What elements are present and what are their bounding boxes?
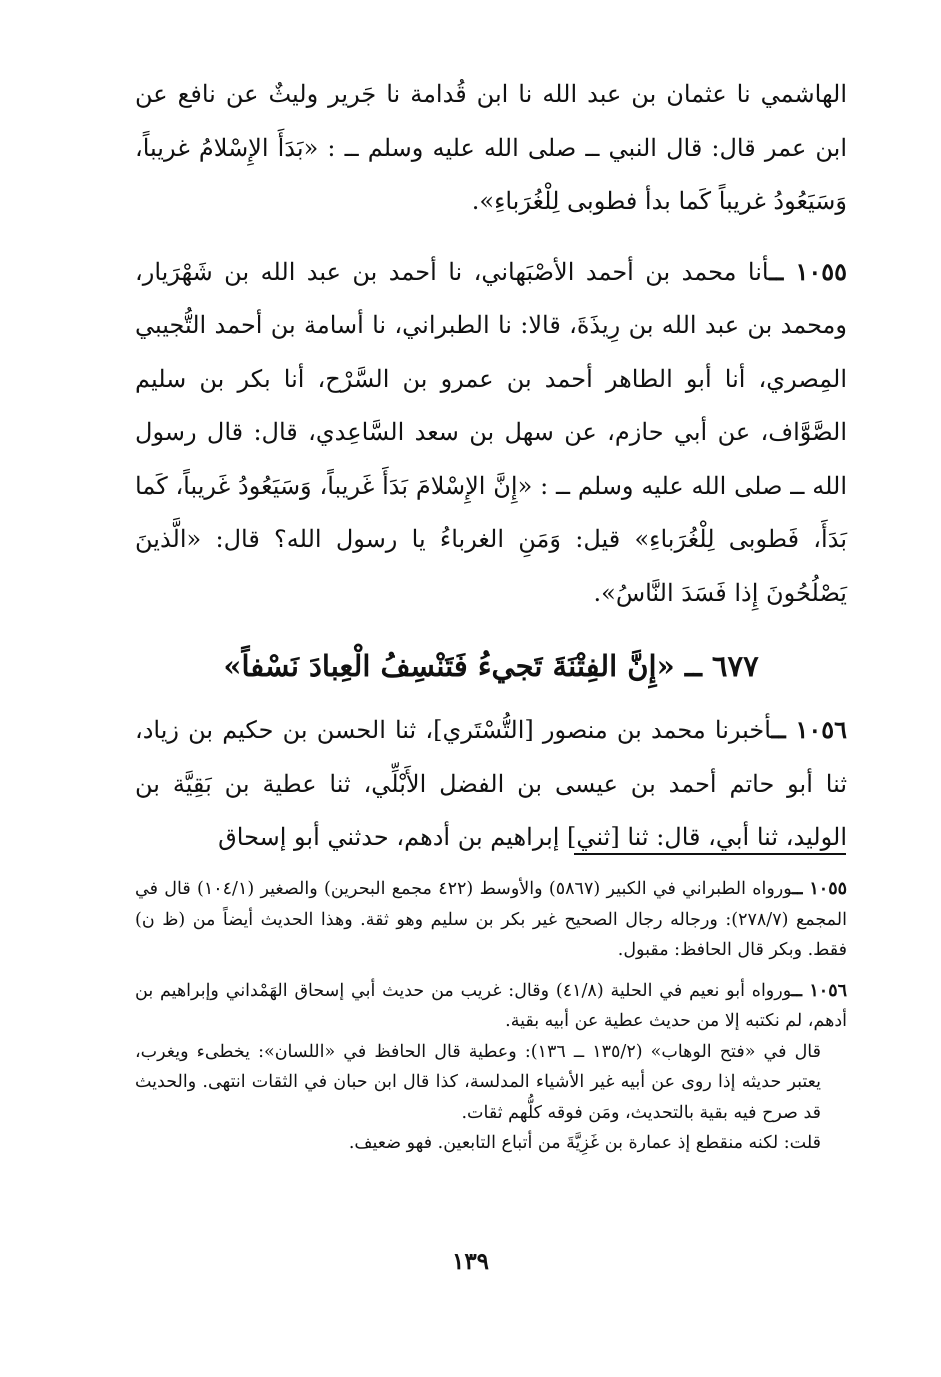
footnote-number: ١٠٥٦ ــ xyxy=(791,980,847,1001)
footnote-text: قلت: لكنه منقطع إذ عمارة بن غَزِيَّةَ من أتباع التابعين. فهو ضعيف. xyxy=(348,1133,821,1153)
page-body xyxy=(135,68,847,865)
paragraph-text: الهاشمي نا عثمان بن عبد الله نا ابن قُدامة نا جَرير وليثٌ عن نافع عن ابن عمر قال: قال النبي ــ صلى الله عليه وسلم ــ : «بَدَأَ الإِسْلامُ غريباً، وَسَيَعُودُ غريباً كَما بدأ فطوبى لِلْغُرَباءِ». xyxy=(135,80,847,215)
footnote-text: قال في «فتح الوهاب» (١٣٥/٢ ــ ١٣٦): وعطية قال الحافظ في «اللسان»: يخطىء ويغرب، يعتبر حديثه إذا روى عن أبيه غير الأشياء المدلسة، كذا قال ابن حبان في الثقات انتهى. والحديث قد صرح فيه بقية بالتحديث، ومَن فوقه كلُّهم ثقات. xyxy=(135,1041,821,1123)
footnote-number: ١٠٥٥ ــ xyxy=(792,879,847,899)
footnote-1055 xyxy=(135,874,847,966)
footnote-text: ورواه أبو نعيم في الحلية (٤١/٨) وقال: غريب من حديث أبي إسحاق الهَمْداني وإبراهيم بن أدهم، لم نكتبه إلا من حديث عطية عن أبيه بقية. xyxy=(135,980,847,1031)
paragraph-text: أنا محمد بن أحمد الأصْبَهاني، نا أحمد بن عبد الله بن شَهْرَيار، ومحمد بن عبد الله بن رِيذَةَ، قالا: نا الطبراني، نا أسامة بن أحمد التُّجيبي المِصري، أنا أبو الطاهر أحمد بن عمرو بن السَّرْح، أنا بكر بن سليم الصَّوَّاف، عن أبي حازم، عن سهل بن سعد السَّاعِدي، قال: قال رسول الله ــ صلى الله عليه وسلم ــ : «إِنَّ الإِسْلامَ بَدَأَ غَريباً، وَسَيَعُودُ غَريباً، كَما بَدَأَ، فَطوبى لِلْغُرَباءِ» قيل: وَمَنِ الغرباءُ يا رسول الله؟ قال: «الَّذينَ يَصْلُحُونَ إِذا فَسَدَ النَّاسُ». xyxy=(135,257,848,607)
footnote-text: ورواه الطبراني في الكبير (٥٨٦٧) والأوسط (٤٢٢ مجمع البحرين) والصغير (١٠٤/١) قال في المجمع (٢٧٨/٧): ورجاله رجال الصحيح غير بكر بن سليم وهو ثقة. وهذا الحديث أيضاً من (ظ ن) فقط. وبكر قال الحافظ: مقبول. xyxy=(135,879,847,960)
footnotes xyxy=(135,874,847,1159)
hadith-number: ١٠٥٥ ــ xyxy=(769,256,848,286)
footnote-1056-continuation xyxy=(135,1037,847,1129)
footnote-divider xyxy=(574,853,846,855)
paragraph-hadith-1055 xyxy=(135,245,847,621)
page-number: ١٣٩ xyxy=(451,1248,490,1275)
paragraph-text: أخبرنا محمد بن منصور [التُّسْتَري]، ثنا الحسن بن حكيم بن زياد، ثنا أبو حاتم أحمد بن عيسى بن الفضل الأَبْلِّي، ثنا عطية بن بَقِيَّة بن الوليد، ثنا أبي، قال: ثنا [ثني] إبراهيم بن أدهم، حدثني أبو إسحاق xyxy=(135,716,848,851)
footnote-1056-remark xyxy=(135,1128,847,1159)
section-heading: ٦٧٧ ــ «إِنَّ الفِتْنَةَ تَجيءُ فَتَنْسِفُ الْعِبادَ نَسْفاً» xyxy=(223,649,759,683)
paragraph-hadith-1056 xyxy=(135,703,847,865)
hadith-number: ١٠٥٦ ــ xyxy=(771,715,848,744)
footnote-1056 xyxy=(135,976,847,1037)
paragraph-hadith-continuation xyxy=(135,68,847,229)
